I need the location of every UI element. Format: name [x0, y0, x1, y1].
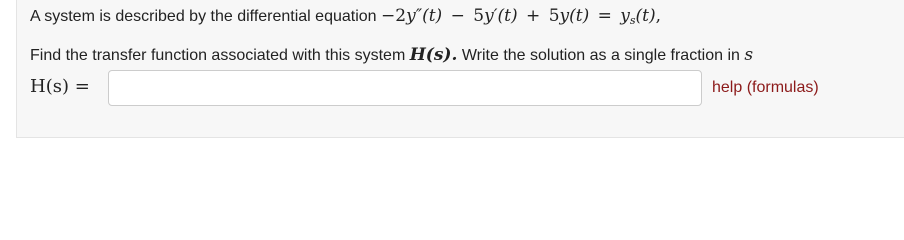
instruction-tail: Write the solution as a single fraction in	[461, 47, 740, 64]
differential-equation	[381, 6, 661, 26]
eq-coef-a: 2	[395, 6, 407, 26]
problem-statement	[30, 6, 661, 26]
eq-op-1: −	[450, 6, 465, 26]
eq-rhs-arg: (t)	[635, 6, 656, 26]
eq-rhs-sub: s	[629, 14, 636, 27]
problem-instruction	[30, 45, 753, 65]
eq-op-2: +	[526, 6, 541, 26]
eq-term-a: y″(t)	[406, 6, 443, 26]
help-formulas-link[interactable]: help (formulas)	[712, 79, 819, 96]
eq-coef-b: 5	[473, 6, 485, 26]
eq-term-b: y′(t)	[484, 6, 518, 26]
answer-input[interactable]	[108, 70, 702, 106]
eq-coef-c: 5	[548, 6, 560, 26]
eq-leading-minus: −	[381, 6, 396, 26]
eq-rhs-var: y	[620, 6, 630, 26]
transfer-function-symbol: H(s).	[409, 45, 458, 65]
problem-panel	[16, 0, 904, 138]
statement-prefix: A system is described by the differential equation	[30, 8, 377, 25]
eq-equals: =	[597, 6, 612, 26]
eq-term-c: y(t)	[559, 6, 590, 26]
eq-end-punct: ,	[655, 6, 662, 26]
instruction-text: Find the transfer function associated with this system	[30, 47, 406, 64]
answer-label: H(s) =	[30, 76, 90, 97]
variable-symbol: s	[744, 45, 754, 65]
